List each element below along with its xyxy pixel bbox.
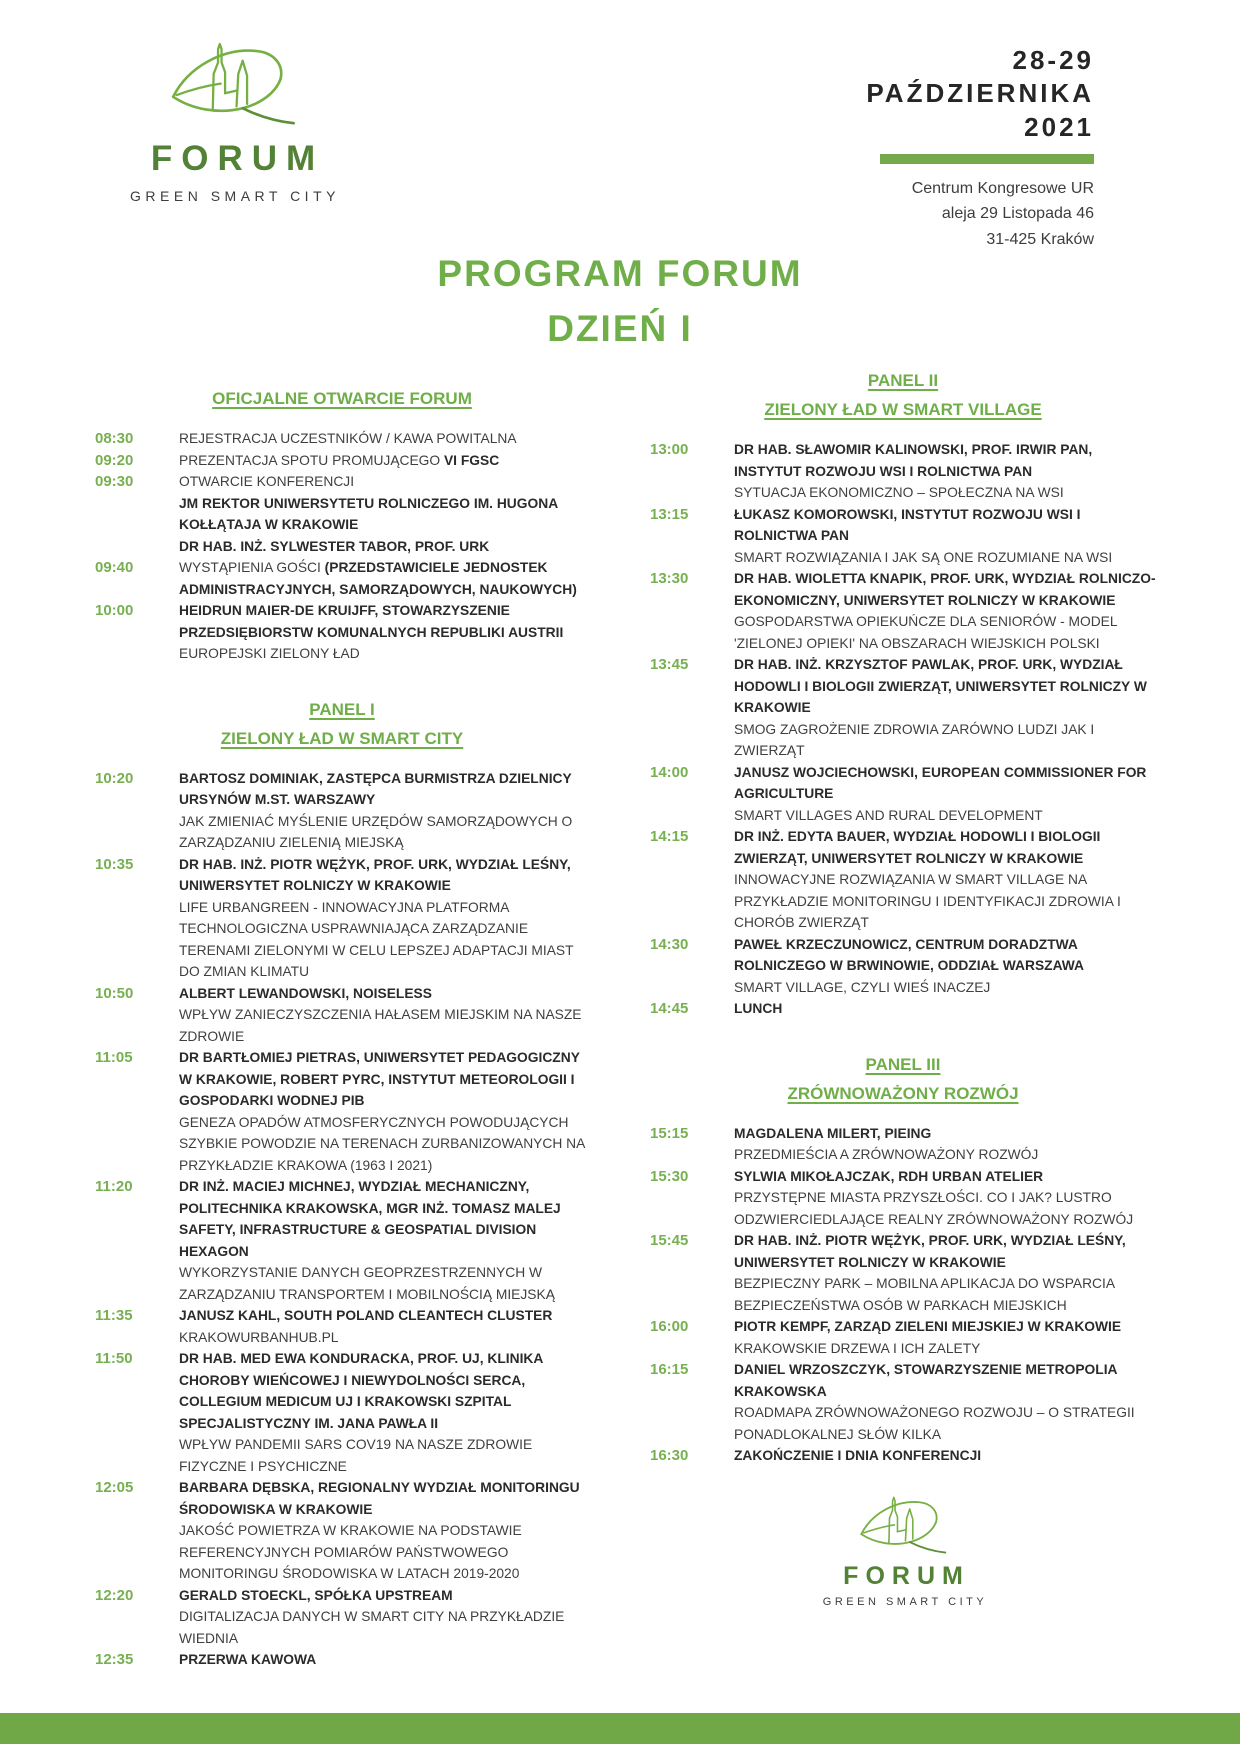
item-content <box>734 1123 1156 1166</box>
item-speaker: HEIDRUN MAIER-DE KRUIJFF, STOWARZYSZENIE PRZEDSIĘBIORSTW KOMUNALNYCH REPUBLIKI AUSTRII <box>179 603 564 640</box>
item-time: 11:35 <box>95 1307 133 1324</box>
item-time: 10:50 <box>95 984 134 1002</box>
item-speaker: LUNCH <box>734 1001 783 1016</box>
schedule-item <box>650 1359 1156 1445</box>
schedule-item <box>95 450 589 472</box>
schedule-item <box>650 1445 1156 1467</box>
item-content <box>179 1585 589 1650</box>
item-time: 14:30 <box>650 935 689 953</box>
item-content <box>734 654 1156 762</box>
item-speaker: SYLWIA MIKOŁAJCZAK, RDH URBAN ATELIER <box>734 1168 1044 1184</box>
item-topic: ROADMAPA ZRÓWNOWAŻONEGO ROZWOJU – O STRATEGII PONADLOKALNEJ SŁÓW KILKA <box>734 1405 1135 1442</box>
item-content <box>734 1359 1156 1445</box>
page-title <box>0 246 1240 356</box>
schedule-item <box>95 1047 589 1176</box>
item-content <box>179 1047 589 1176</box>
item-speaker: DR BARTŁOMIEJ PIETRAS, UNIWERSYTET PEDAGOGICZNY W KRAKOWIE, ROBERT PYRC, INSTYTUT METEOROLOGII I GOSPODARKI WODNEJ PIB <box>179 1050 580 1108</box>
item-time: 16:30 <box>650 1447 689 1464</box>
brand-name: FORUM <box>150 139 325 178</box>
item-content <box>734 1166 1156 1231</box>
item-speaker: MAGDALENA MILERT, PIEING <box>734 1125 932 1141</box>
schedule-column-right <box>650 366 1156 1608</box>
schedule-item <box>95 557 589 600</box>
item-speaker: JANUSZ WOJCIECHOWSKI, EUROPEAN COMMISSIONER FOR AGRICULTURE <box>734 764 1147 801</box>
schedule-item <box>95 854 589 983</box>
item-topic: REJESTRACJA UCZESTNIKÓW / KAWA POWITALNA <box>179 431 517 446</box>
section-heading <box>650 366 1156 424</box>
item-topic: WPŁYW PANDEMII SARS COV19 NA NASZE ZDROWIE FIZYCZNE I PSYCHICZNE <box>179 1437 533 1474</box>
item-content <box>734 1316 1156 1359</box>
section-heading-line: ZIELONY ŁAD W SMART VILLAGE <box>764 400 1042 419</box>
item-content <box>179 1305 589 1348</box>
item-content <box>734 998 1156 1020</box>
item-time: 13:30 <box>650 570 689 587</box>
item-topic: WYSTĄPIENIA GOŚCI (PRZEDSTAWICIELE JEDNOSTEK ADMINISTRACYJNYCH, SAMORZĄDOWYCH, NAUKOWYCH) <box>179 560 577 597</box>
item-topic: JAKOŚĆ POWIETRZA W KRAKOWIE NA PODSTAWIE REFERENCYJNYCH POMIARÓW PAŃSTWOWEGO MONITORINGU ŚRODOWISKA W LATACH 2019-2020 <box>179 1523 522 1581</box>
event-date-year: 2021 <box>1024 111 1094 142</box>
schedule-item <box>95 768 589 854</box>
item-topic: SYTUACJA EKONOMICZNO – SPOŁECZNA NA WSI <box>734 485 1064 500</box>
section-heading-line: PANEL I <box>309 699 375 719</box>
section-heading <box>650 1050 1156 1108</box>
schedule-item <box>650 1230 1156 1316</box>
schedule-item <box>650 1123 1156 1166</box>
item-time: 13:00 <box>650 441 689 458</box>
item-time: 09:40 <box>95 559 134 576</box>
item-topic: WYKORZYSTANIE DANYCH GEOPRZESTRZENNYCH W ZARZĄDZANIU TRANSPORTEM I MOBILNOŚCIĄ MIEJSKĄ <box>179 1265 555 1302</box>
section-heading-line: PANEL III <box>865 1054 941 1074</box>
item-time: 14:15 <box>650 828 689 845</box>
item-speaker: DR HAB. INŻ. SYLWESTER TABOR, PROF. URK <box>179 538 490 554</box>
item-content <box>179 854 589 983</box>
item-content <box>179 983 589 1048</box>
item-time: 12:05 <box>95 1479 134 1496</box>
schedule-item <box>650 998 1156 1020</box>
item-time: 11:20 <box>95 1178 133 1195</box>
item-content <box>734 1445 1156 1467</box>
item-topic: KRAKOWSKIE DRZEWA I ICH ZALETY <box>734 1340 981 1356</box>
green-rule <box>880 154 1094 164</box>
item-content <box>179 428 589 450</box>
forum-leaf-icon <box>857 1493 949 1563</box>
page-title-line2: DZIEŃ I <box>547 308 693 349</box>
schedule-item <box>95 600 589 665</box>
item-topic: PRZEDMIEŚCIA A ZRÓWNOWAŻONY ROZWÓJ <box>734 1147 1039 1162</box>
schedule-item <box>650 568 1156 654</box>
schedule-item <box>650 654 1156 762</box>
item-speaker: BARBARA DĘBSKA, REGIONALNY WYDZIAŁ MONITORINGU ŚRODOWISKA W KRAKOWIE <box>179 1480 580 1517</box>
item-time: 12:20 <box>95 1586 134 1604</box>
page-title-line1: PROGRAM FORUM <box>437 253 803 294</box>
section-heading-line: ZIELONY ŁAD W SMART CITY <box>220 728 464 748</box>
item-speaker: DR HAB. WIOLETTA KNAPIK, PROF. URK, WYDZIAŁ ROLNICZO-EKONOMICZNY, UNIWERSYTET ROLNICZY W KRAKOWIE <box>734 571 1156 608</box>
brand-tagline: GREEN SMART CITY <box>822 1596 988 1608</box>
item-time: 12:35 <box>95 1651 134 1668</box>
schedule-item <box>650 1166 1156 1231</box>
schedule-item <box>650 826 1156 934</box>
item-content <box>734 568 1156 654</box>
item-time: 15:45 <box>650 1232 689 1249</box>
item-speaker: PIOTR KEMPF, ZARZĄD ZIELENI MIEJSKIEJ W KRAKOWIE <box>734 1319 1122 1334</box>
item-time: 13:45 <box>650 656 689 673</box>
item-speaker: GERALD STOECKL, SPÓŁKA UPSTREAM <box>179 1587 453 1603</box>
item-speaker: JANUSZ KAHL, SOUTH POLAND CLEANTECH CLUSTER <box>179 1308 553 1323</box>
item-speaker: PAWEŁ KRZECZUNOWICZ, CENTRUM DORADZTWA ROLNICZEGO W BRWINOWIE, ODDZIAŁ WARSZAWA <box>734 936 1085 973</box>
section-heading-line: PANEL II <box>867 371 939 390</box>
item-content <box>179 471 589 557</box>
schedule-item <box>95 1305 589 1348</box>
venue-street: aleja 29 Listopada 46 <box>941 205 1094 223</box>
forum-leaf-icon <box>167 38 299 138</box>
item-topic: BEZPIECZNY PARK – MOBILNA APLIKACJA DO WSPARCIA BEZPIECZEŃSTWA OSÓB W PARKACH MIEJSKICH <box>734 1276 1115 1313</box>
item-speaker: DR HAB. INŻ. PIOTR WĘŻYK, PROF. URK, WYDZIAŁ LEŚNY, UNIWERSYTET ROLNICZY W KRAKOWIE <box>734 1233 1126 1270</box>
item-speaker: DR HAB. INŻ. KRZYSZTOF PAWLAK, PROF. URK, WYDZIAŁ HODOWLI I BIOLOGII ZWIERZĄT, UNIWERSYTET ROLNICZY W KRAKOWIE <box>734 657 1147 715</box>
item-content <box>179 1348 589 1477</box>
item-time: 11:50 <box>95 1350 133 1367</box>
item-speaker: DANIEL WRZOSZCZYK, STOWARZYSZENIE METROPOLIA KRAKOWSKA <box>734 1362 1117 1399</box>
item-time: 08:30 <box>95 430 134 447</box>
schedule-item <box>95 1649 589 1671</box>
item-topic: SMART VILLAGES AND RURAL DEVELOPMENT <box>734 807 1043 823</box>
item-speaker: ZAKOŃCZENIE I DNIA KONFERENCJI <box>734 1448 982 1463</box>
item-time: 10:00 <box>95 602 134 619</box>
item-speaker: DR HAB. MED EWA KONDURACKA, PROF. UJ, KLINIKA CHOROBY WIEŃCOWEJ I NIEWYDOLNOŚCI SERCA, COLLEGIUM MEDICUM UJ I KRAKOWSKI SZPITAL SPECJALISTYCZNY IM. JANA PAWŁA II <box>179 1351 543 1431</box>
schedule-item <box>650 1316 1156 1359</box>
item-content <box>734 439 1156 504</box>
item-time: 13:15 <box>650 505 689 523</box>
item-topic: INNOWACYJNE ROZWIĄZANIA W SMART VILLAGE NA PRZYKŁADZIE MONITORINGU I IDENTYFIKACJI ZDROWIA I CHORÓB ZWIERZĄT <box>734 872 1121 930</box>
schedule-item <box>95 1585 589 1650</box>
item-time: 16:00 <box>650 1318 689 1335</box>
item-topic: SMART ROZWIĄZANIA I JAK SĄ ONE ROZUMIANE NA WSI <box>734 549 1113 565</box>
item-time: 15:30 <box>650 1167 689 1185</box>
item-content <box>179 557 589 600</box>
footer-logo <box>650 1493 1156 1609</box>
item-topic: PRZYSTĘPNE MIASTA PRZYSZŁOŚCI. CO I JAK? LUSTRO ODZWIERCIEDLAJĄCE REALNY ZRÓWNOWAŻONY ROZWÓJ <box>734 1190 1134 1227</box>
item-speaker: DR HAB. INŻ. PIOTR WĘŻYK, PROF. URK, WYDZIAŁ LEŚNY, UNIWERSYTET ROLNICZY W KRAKOWIE <box>179 856 571 893</box>
schedule-item <box>650 439 1156 504</box>
event-date-days: 28-29 <box>1012 45 1094 75</box>
section-heading <box>95 695 589 753</box>
schedule-item <box>650 504 1156 569</box>
event-date-block <box>866 44 1094 253</box>
section-heading <box>95 384 589 413</box>
item-speaker: ALBERT LEWANDOWSKI, NOISELESS <box>179 985 432 1001</box>
item-content <box>179 600 589 665</box>
venue-name: Centrum Kongresowe UR <box>911 179 1094 197</box>
event-date-month: PAŹDZIERNIKA <box>866 78 1094 109</box>
section-heading-line: ZRÓWNOWAŻONY ROZWÓJ <box>787 1083 1019 1103</box>
item-content <box>179 1176 589 1305</box>
item-content <box>179 1477 589 1585</box>
item-topic: EUROPEJSKI ZIELONY ŁAD <box>179 646 360 661</box>
item-time: 10:35 <box>95 855 134 873</box>
item-time: 09:30 <box>95 473 134 490</box>
item-topic: SMOG ZAGROŻENIE ZDROWIA ZARÓWNO LUDZI JAK I ZWIERZĄT <box>734 721 1095 758</box>
schedule-section <box>650 1050 1156 1467</box>
item-topic: SMART VILLAGE, CZYLI WIEŚ INACZEJ <box>734 979 991 995</box>
item-speaker: PRZERWA KAWOWA <box>179 1652 317 1667</box>
item-topic: DIGITALIZACJA DANYCH W SMART CITY NA PRZYKŁADZIE WIEDNIA <box>179 1609 565 1646</box>
item-content <box>734 504 1156 569</box>
item-time: 10:20 <box>95 769 134 787</box>
brand-name: FORUM <box>843 1561 970 1590</box>
section-heading-line: OFICJALNE OTWARCIE FORUM <box>212 389 472 408</box>
item-topic: WPŁYW ZANIECZYSZCZENIA HAŁASEM MIEJSKIM NA NASZE ZDROWIE <box>179 1007 582 1044</box>
schedule-item <box>95 1176 589 1305</box>
item-time: 09:20 <box>95 451 134 469</box>
schedule-item <box>650 934 1156 999</box>
item-topic: GENEZA OPADÓW ATMOSFERYCZNYCH POWODUJĄCYCH SZYBKIE POWODZIE NA TERENACH ZURBANIZOWANYCH NA PRZYKŁADZIE KRAKOWA (1963 I 2021) <box>179 1114 585 1173</box>
item-time: 11:05 <box>95 1049 133 1066</box>
item-time: 14:45 <box>650 1000 689 1017</box>
item-speaker: DR HAB. SŁAWOMIR KALINOWSKI, PROF. IRWIR PAN, INSTYTUT ROZWOJU WSI I ROLNICTWA PAN <box>734 442 1093 479</box>
item-content <box>734 826 1156 934</box>
item-speaker: BARTOSZ DOMINIAK, ZASTĘPCA BURMISTRZA DZIELNICY URSYNÓW M.ST. WARSZAWY <box>179 770 572 807</box>
item-speaker: ŁUKASZ KOMOROWSKI, INSTYTUT ROZWOJU WSI I ROLNICTWA PAN <box>734 506 1081 543</box>
schedule-item <box>95 1348 589 1477</box>
item-content <box>734 934 1156 999</box>
item-content <box>179 450 589 472</box>
item-topic: GOSPODARSTWA OPIEKUŃCZE DLA SENIORÓW - MODEL 'ZIELONEJ OPIEKI' NA OBSZARACH WIEJSKICH POLSKI <box>734 614 1118 651</box>
item-topic: PREZENTACJA SPOTU PROMUJĄCEGO VI FGSC <box>179 452 500 468</box>
item-time: 16:15 <box>650 1361 689 1378</box>
item-speaker: JM REKTOR UNIWERSYTETU ROLNICZEGO IM. HUGONA KOŁŁĄTAJA W KRAKOWIE <box>179 495 558 532</box>
item-time: 14:00 <box>650 763 689 781</box>
item-content <box>179 768 589 854</box>
schedule-item <box>95 983 589 1048</box>
schedule-section <box>95 695 589 1671</box>
item-topic: LIFE URBANGREEN - INNOWACYJNA PLATFORMA TECHNOLOGICZNA USPRAWNIAJĄCA ZARZĄDZANIE TERENAMI ZIELONYMI W CELU LEPSZEJ ADAPTACJI MIAST DO ZMIAN KLIMATU <box>179 899 574 979</box>
item-topic: KRAKOWURBANHUB.PL <box>179 1329 339 1345</box>
schedule-item <box>650 762 1156 827</box>
item-content <box>734 762 1156 827</box>
brand-tagline: GREEN SMART CITY <box>130 187 340 204</box>
schedule-section <box>95 384 589 665</box>
footer-bar <box>0 1713 1240 1744</box>
schedule-item <box>95 1477 589 1585</box>
header-logo <box>118 38 348 204</box>
item-content <box>734 1230 1156 1316</box>
item-topic: JAK ZMIENIAĆ MYŚLENIE URZĘDÓW SAMORZĄDOWYCH O ZARZĄDZANIU ZIELENIĄ MIEJSKĄ <box>179 813 573 850</box>
schedule-item <box>95 428 589 450</box>
item-topic: OTWARCIE KONFERENCJI <box>179 474 355 489</box>
item-time: 15:15 <box>650 1124 689 1142</box>
schedule-item <box>95 471 589 557</box>
item-speaker: DR INŻ. MACIEJ MICHNEJ, WYDZIAŁ MECHANICZNY, POLITECHNIKA KRAKOWSKA, MGR INŻ. TOMASZ MALEJ SAFETY, INFRASTRUCTURE & GEOSPATIAL DIVISION HEXAGON <box>179 1179 561 1259</box>
schedule-column-left <box>95 384 589 1671</box>
item-content <box>179 1649 589 1671</box>
item-speaker: DR INŻ. EDYTA BAUER, WYDZIAŁ HODOWLI I BIOLOGII ZWIERZĄT, UNIWERSYTET ROLNICZY W KRAKOWIE <box>734 829 1101 866</box>
venue-city: 31-425 Kraków <box>986 230 1094 248</box>
schedule-section <box>650 366 1156 1020</box>
